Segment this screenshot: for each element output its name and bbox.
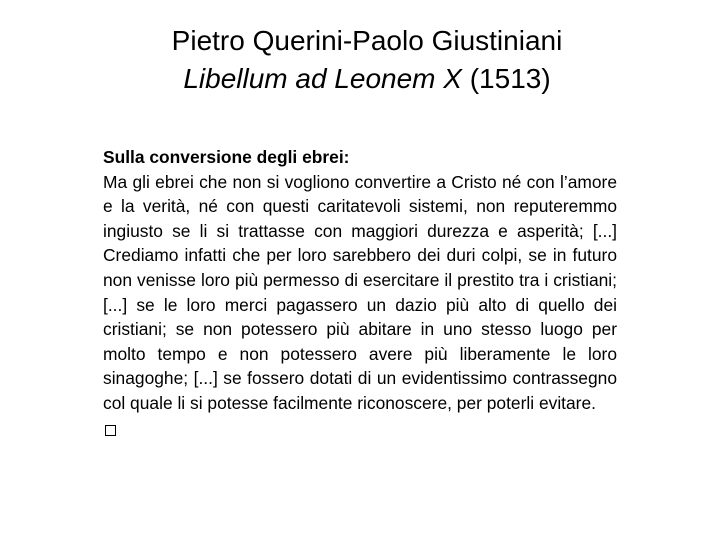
- title-work-year: (1513): [461, 63, 551, 94]
- empty-square-icon: [105, 425, 116, 436]
- quote-paragraph: Ma gli ebrei che non si vogliono convertire a Cristo né con l’amore e la verità, né con questi caritatevoli sistemi, non reputeremmo ingiusto se li si trattasse con maggiori durezza e asperità; [...] Crediamo infatti che per loro sarebbero dei duri colpi, se in futuro non venisse loro più permesso di esercitare il prestito tra i cristiani; [...] se le loro merci pagassero un dazio più alto di quello dei cristiani; se non potessero più abitare in uno stesso luogo per molto tempo e non potessero avere più liberamente le loro sinagoghe; [...] se fossero dotati di un evidentissimo contrassegno col quale li si potesse facilmente riconoscere, per poterli evitare.: [103, 171, 617, 413]
- title-work: [0, 60, 720, 98]
- title-authors: Pietro Querini-Paolo Giustiniani: [171, 25, 563, 56]
- title-work-name: Libellum ad Leonem X: [183, 63, 462, 94]
- quote-heading: Sulla conversione degli ebrei:: [103, 147, 350, 167]
- slide-title: [0, 22, 720, 98]
- quote-block: [103, 145, 617, 436]
